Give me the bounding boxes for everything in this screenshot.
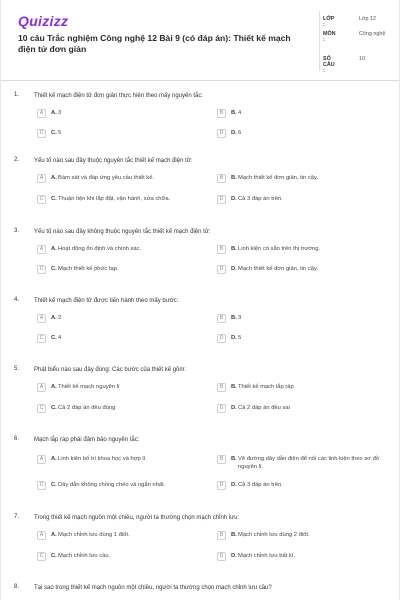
option-text: Mạch chỉnh lưu dùng 2 điốt. [238, 532, 310, 538]
option-checkbox[interactable]: A [37, 109, 46, 118]
question-text: Yếu tố nào sau đây không thuộc nguyên tắc thiết kế mạch điện tử: [34, 229, 211, 235]
answer-option[interactable] [37, 265, 212, 281]
option-letter: C. [51, 130, 57, 136]
answer-option[interactable] [217, 174, 392, 190]
option-text: 4 [238, 110, 242, 116]
answer-option[interactable] [37, 383, 212, 399]
answer-option[interactable] [37, 552, 212, 568]
option-checkbox[interactable]: B [217, 383, 226, 392]
option-letter: B. [231, 315, 237, 321]
answer-option[interactable] [37, 129, 212, 145]
option-letter: B. [231, 246, 237, 252]
question-text: Phát biểu nào sau đây đúng: Các bước của thiết kế gồm: [34, 367, 187, 373]
page-title: 10 câu Trắc nghiệm Công nghệ 12 Bài 9 (có đáp án): Thiết kế mạch điện tử đơn giản [18, 33, 291, 54]
option-letter: C. [51, 335, 57, 341]
option-checkbox[interactable]: A [37, 531, 46, 540]
option-text: Mạch chỉnh lưu bất kì. [238, 553, 296, 559]
answer-option[interactable] [217, 265, 392, 281]
option-text: Linh kiện bố trí khoa học và hợp lí. [58, 456, 147, 462]
option-letter: B. [231, 456, 237, 462]
option-checkbox[interactable]: C [37, 481, 46, 490]
option-text: 6 [238, 130, 242, 136]
option-text: Mạch thiết kế đơn giản, tin cậy. [238, 175, 319, 181]
option-letter: B. [231, 532, 237, 538]
option-text: Linh kiện có sẵn trên thị trường. [238, 246, 321, 252]
option-checkbox[interactable]: C [37, 404, 46, 413]
option-text: Mạch thiết kế phức tạp. [58, 266, 119, 272]
answer-option[interactable] [37, 481, 212, 497]
subject-value: Công nghệ [359, 31, 386, 37]
option-text: Cả 3 đáp án trên. [238, 482, 283, 488]
answer-option[interactable] [37, 314, 212, 330]
answer-option[interactable] [37, 245, 212, 261]
option-text: Dây dẫn không chồng chéo và ngắn nhất. [58, 482, 166, 488]
option-letter: C. [51, 482, 57, 488]
answer-option[interactable] [37, 195, 212, 211]
option-checkbox[interactable]: A [37, 455, 46, 464]
option-letter: B. [231, 384, 237, 390]
option-text: Thuận tiện khi lắp đặt, vận hành, sửa chữa. [58, 196, 171, 202]
answer-option[interactable] [217, 404, 392, 420]
option-checkbox[interactable]: A [37, 314, 46, 323]
question-text: Tại sao trong thiết kế mạch nguồn một chiều, người ta thường chọn mạch chỉnh lưu cầu? [34, 585, 272, 591]
option-checkbox[interactable]: B [217, 314, 226, 323]
answer-option[interactable] [37, 455, 212, 471]
class-label: LỚP : [323, 16, 335, 28]
option-checkbox[interactable]: D [217, 265, 226, 274]
answer-option[interactable] [37, 334, 212, 350]
option-checkbox[interactable]: C [37, 334, 46, 343]
question-number: 3. [14, 228, 20, 234]
option-checkbox[interactable]: B [217, 109, 226, 118]
option-letter: A. [51, 532, 57, 538]
option-checkbox[interactable]: C [37, 265, 46, 274]
option-text: Hoạt động ổn định và chính xác. [58, 246, 142, 252]
answer-option[interactable] [217, 481, 392, 497]
option-letter: A. [51, 246, 57, 252]
answer-option[interactable] [37, 109, 212, 125]
option-text: 2 [58, 315, 62, 321]
option-checkbox[interactable]: D [217, 404, 226, 413]
option-text: 4 [58, 335, 62, 341]
answer-option[interactable] [217, 383, 392, 399]
question-number: 5. [14, 366, 20, 372]
class-value: Lớp 12 [359, 16, 377, 22]
option-letter: D. [231, 335, 237, 341]
option-checkbox[interactable]: D [217, 195, 226, 204]
option-text: 5 [58, 130, 62, 136]
question-text: Thiết kế mạch điện tử được tiến hành theo mấy bước: [34, 298, 179, 304]
option-letter: D. [231, 405, 237, 411]
option-text: 3 [58, 110, 62, 116]
option-checkbox[interactable]: B [217, 174, 226, 183]
option-letter: C. [51, 553, 57, 559]
answer-option[interactable] [217, 195, 392, 211]
option-letter: B. [231, 175, 237, 181]
option-text: 5 [238, 335, 242, 341]
option-text: Thiết kế mạch lắp ráp [238, 384, 294, 390]
option-letter: C. [51, 196, 57, 202]
option-checkbox[interactable]: C [37, 129, 46, 138]
question-text: Trong thiết kế mạch nguồn một chiều, người ta thường chọn mạch chỉnh lưu: [34, 515, 240, 521]
option-text: Cả 2 đáp án đều đúng [58, 405, 116, 411]
question-text: Thiết kế mạch điện tử đơn giản thực hiện theo mấy nguyên tắc: [34, 93, 204, 99]
option-text: Cả 2 đáp án đều sai [238, 405, 290, 411]
question-text: Yếu tố nào sau đây thuộc nguyên tắc thiết kế mạch điện tử: [34, 158, 193, 164]
option-letter: A. [51, 175, 57, 181]
option-letter: A. [51, 315, 57, 321]
option-checkbox[interactable]: A [37, 383, 46, 392]
answer-option[interactable] [217, 552, 392, 568]
option-checkbox[interactable]: C [37, 195, 46, 204]
option-checkbox[interactable]: B [217, 245, 226, 254]
option-checkbox[interactable]: D [217, 129, 226, 138]
answer-option[interactable] [217, 334, 392, 350]
option-checkbox[interactable]: B [217, 455, 226, 464]
option-text: Mạch chỉnh lưu cầu. [58, 553, 111, 559]
option-checkbox[interactable]: A [37, 245, 46, 254]
option-letter: C. [51, 405, 57, 411]
option-checkbox[interactable]: C [37, 552, 46, 561]
question-number: 8. [14, 584, 20, 590]
answer-option[interactable] [37, 531, 212, 547]
question-number: 6. [14, 436, 20, 442]
answer-option[interactable] [37, 174, 212, 190]
option-text: Thiết kế mạch nguyên lí [58, 384, 120, 390]
option-text: Cả 3 đáp án trên. [238, 196, 283, 202]
count-value: 10 [359, 56, 365, 62]
question-text: Mạch lắp ráp phải đảm bảo nguyên tắc: [34, 437, 140, 443]
worksheet-header [1, 0, 399, 81]
meta-panel [319, 11, 398, 74]
question-number: 1. [14, 92, 20, 98]
answer-option[interactable] [217, 531, 392, 547]
option-checkbox[interactable]: D [217, 552, 226, 561]
option-checkbox[interactable]: B [217, 531, 226, 540]
answer-option[interactable] [217, 314, 392, 330]
option-text: Mạch thiết kế đơn giản, tin cậy. [238, 266, 319, 272]
question-number: 2. [14, 157, 20, 163]
answer-option[interactable] [217, 245, 392, 261]
option-checkbox[interactable]: A [37, 174, 46, 183]
question-number: 4. [14, 297, 20, 303]
answer-option[interactable] [37, 404, 212, 420]
option-letter: D. [231, 266, 237, 272]
option-text: Vẽ đường dây dẫn điện để nối các linh kiện theo sơ đồ nguyên lí. [238, 456, 380, 470]
option-letter: C. [51, 266, 57, 272]
answer-option[interactable] [217, 129, 392, 145]
option-letter: D. [231, 482, 237, 488]
count-label: SỐ CÂU : [323, 56, 335, 74]
option-letter: A. [51, 456, 57, 462]
subject-label: MÔN : [323, 31, 336, 43]
option-text: Mạch chỉnh lưu dùng 1 điốt. [58, 532, 130, 538]
option-text: 3 [238, 315, 242, 321]
option-letter: B. [231, 110, 237, 116]
quizizz-logo: Quizizz [18, 13, 69, 29]
option-letter: D. [231, 196, 237, 202]
option-letter: A. [51, 110, 57, 116]
option-checkbox[interactable]: D [217, 481, 226, 490]
option-text: Bám sát và đáp ứng yêu cầu thiết kế. [58, 175, 155, 181]
answer-option[interactable] [217, 455, 392, 471]
option-checkbox[interactable]: D [217, 334, 226, 343]
option-letter: D. [231, 553, 237, 559]
question-number: 7. [14, 514, 20, 520]
answer-option[interactable] [217, 109, 392, 125]
option-letter: A. [51, 384, 57, 390]
option-letter: D. [231, 130, 237, 136]
